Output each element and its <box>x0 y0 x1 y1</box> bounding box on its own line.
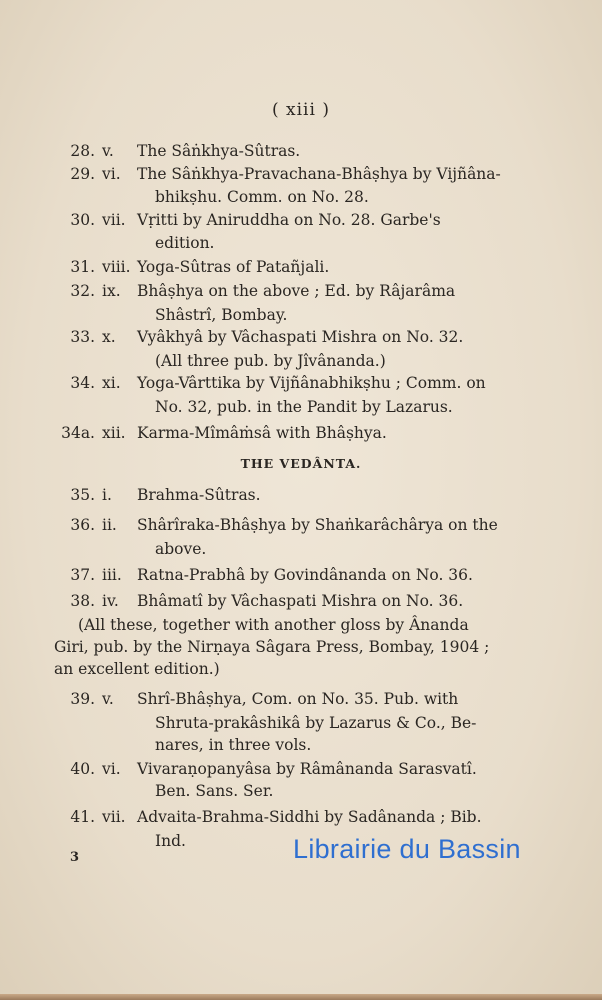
entry-text-continuation: bhikṣhu. Comm. on No. 28. <box>155 188 369 206</box>
entry-text: The Sâṅkhya-Sûtras. <box>137 142 301 160</box>
entry-number: 38. <box>70 592 95 610</box>
entry-roman-numeral: vii. <box>102 211 126 229</box>
note-line: Giri, pub. by the Nirṇaya Sâgara Press, Bombay, 1904 ; <box>54 638 490 656</box>
section-title: THE VEDÂNTA. <box>240 456 362 471</box>
page-edge <box>0 994 602 1000</box>
entry-number: 32. <box>70 282 95 300</box>
entry-text: Yoga-Sûtras of Patañjali. <box>137 258 330 276</box>
page-header: ( xiii ) <box>272 100 330 120</box>
entry-number: 28. <box>70 142 95 160</box>
entry-roman-numeral: x. <box>102 328 116 346</box>
entry-text-continuation: Ind. <box>155 832 186 850</box>
signature-mark: 3 <box>70 850 80 865</box>
entry-roman-numeral: i. <box>102 486 112 504</box>
entry-text-continuation: Shruta-prakâshikâ by Lazarus & Co., Be- <box>155 714 477 732</box>
entry-text: The Sâṅkhya-Pravachana-Bhâṣhya by Vijñâna- <box>137 165 501 183</box>
entry-roman-numeral: vi. <box>102 760 121 778</box>
entry-text: Vivaraṇopanyâsa by Râmânanda Sarasvatî. <box>137 760 477 778</box>
entry-text: Shrî-Bhâṣhya, Com. on No. 35. Pub. with <box>137 690 459 708</box>
entry-number: 34. <box>70 374 95 392</box>
entry-roman-numeral: v. <box>102 142 114 160</box>
entry-number: 34a. <box>61 424 95 442</box>
entry-number: 39. <box>70 690 95 708</box>
entry-number: 35. <box>70 486 95 504</box>
entry-text: Karma-Mîmâṁsâ with Bhâṣhya. <box>137 424 387 442</box>
entry-number: 29. <box>70 165 95 183</box>
entry-text-continuation: (All three pub. by Jîvânanda.) <box>155 352 386 370</box>
watermark: Librairie du Bassin <box>293 834 521 864</box>
entry-text: Vṛitti by Aniruddha on No. 28. Garbe's <box>137 211 441 229</box>
entry-text: Brahma-Sûtras. <box>137 486 261 504</box>
entry-roman-numeral: iii. <box>102 566 122 584</box>
entry-text: Yoga-Vârttika by Vijñânabhikṣhu ; Comm. on <box>137 374 486 392</box>
entry-roman-numeral: xi. <box>102 374 121 392</box>
entry-roman-numeral: iv. <box>102 592 119 610</box>
entry-roman-numeral: vi. <box>102 165 121 183</box>
entry-text: Advaita-Brahma-Siddhi by Sadânanda ; Bib. <box>137 808 482 826</box>
note-line: an excellent edition.) <box>54 660 220 678</box>
entry-roman-numeral: v. <box>102 690 114 708</box>
entry-text-continuation: above. <box>155 540 207 558</box>
note-line: (All these, together with another gloss by Ânanda <box>78 616 469 634</box>
entry-text: Vyâkhyâ by Vâchaspati Mishra on No. 32. <box>137 328 464 346</box>
entry-roman-numeral: xii. <box>102 424 126 442</box>
entry-text-continuation: edition. <box>155 234 215 252</box>
entry-text-continuation: Ben. Sans. Ser. <box>155 782 274 800</box>
entry-number: 33. <box>70 328 95 346</box>
entry-roman-numeral: ii. <box>102 516 117 534</box>
entry-roman-numeral: viii. <box>102 258 131 276</box>
entry-roman-numeral: ix. <box>102 282 121 300</box>
entry-number: 41. <box>70 808 95 826</box>
entry-number: 40. <box>70 760 95 778</box>
entry-text: Shârîraka-Bhâṣhya by Shaṅkarâchârya on the <box>137 516 498 534</box>
entry-number: 37. <box>70 566 95 584</box>
entry-text-continuation: nares, in three vols. <box>155 736 312 754</box>
entry-number: 31. <box>70 258 95 276</box>
entry-text: Ratna-Prabhâ by Govindânanda on No. 36. <box>137 566 473 584</box>
entry-text-continuation: No. 32, pub. in the Pandit by Lazarus. <box>155 398 453 416</box>
entry-text: Bhâṣhya on the above ; Ed. by Râjarâma <box>137 282 456 300</box>
entry-number: 30. <box>70 211 95 229</box>
entry-roman-numeral: vii. <box>102 808 126 826</box>
entry-text-continuation: Shâstrî, Bombay. <box>155 306 288 324</box>
entry-text: Bhâmatî by Vâchaspati Mishra on No. 36. <box>137 592 464 610</box>
entry-number: 36. <box>70 516 95 534</box>
